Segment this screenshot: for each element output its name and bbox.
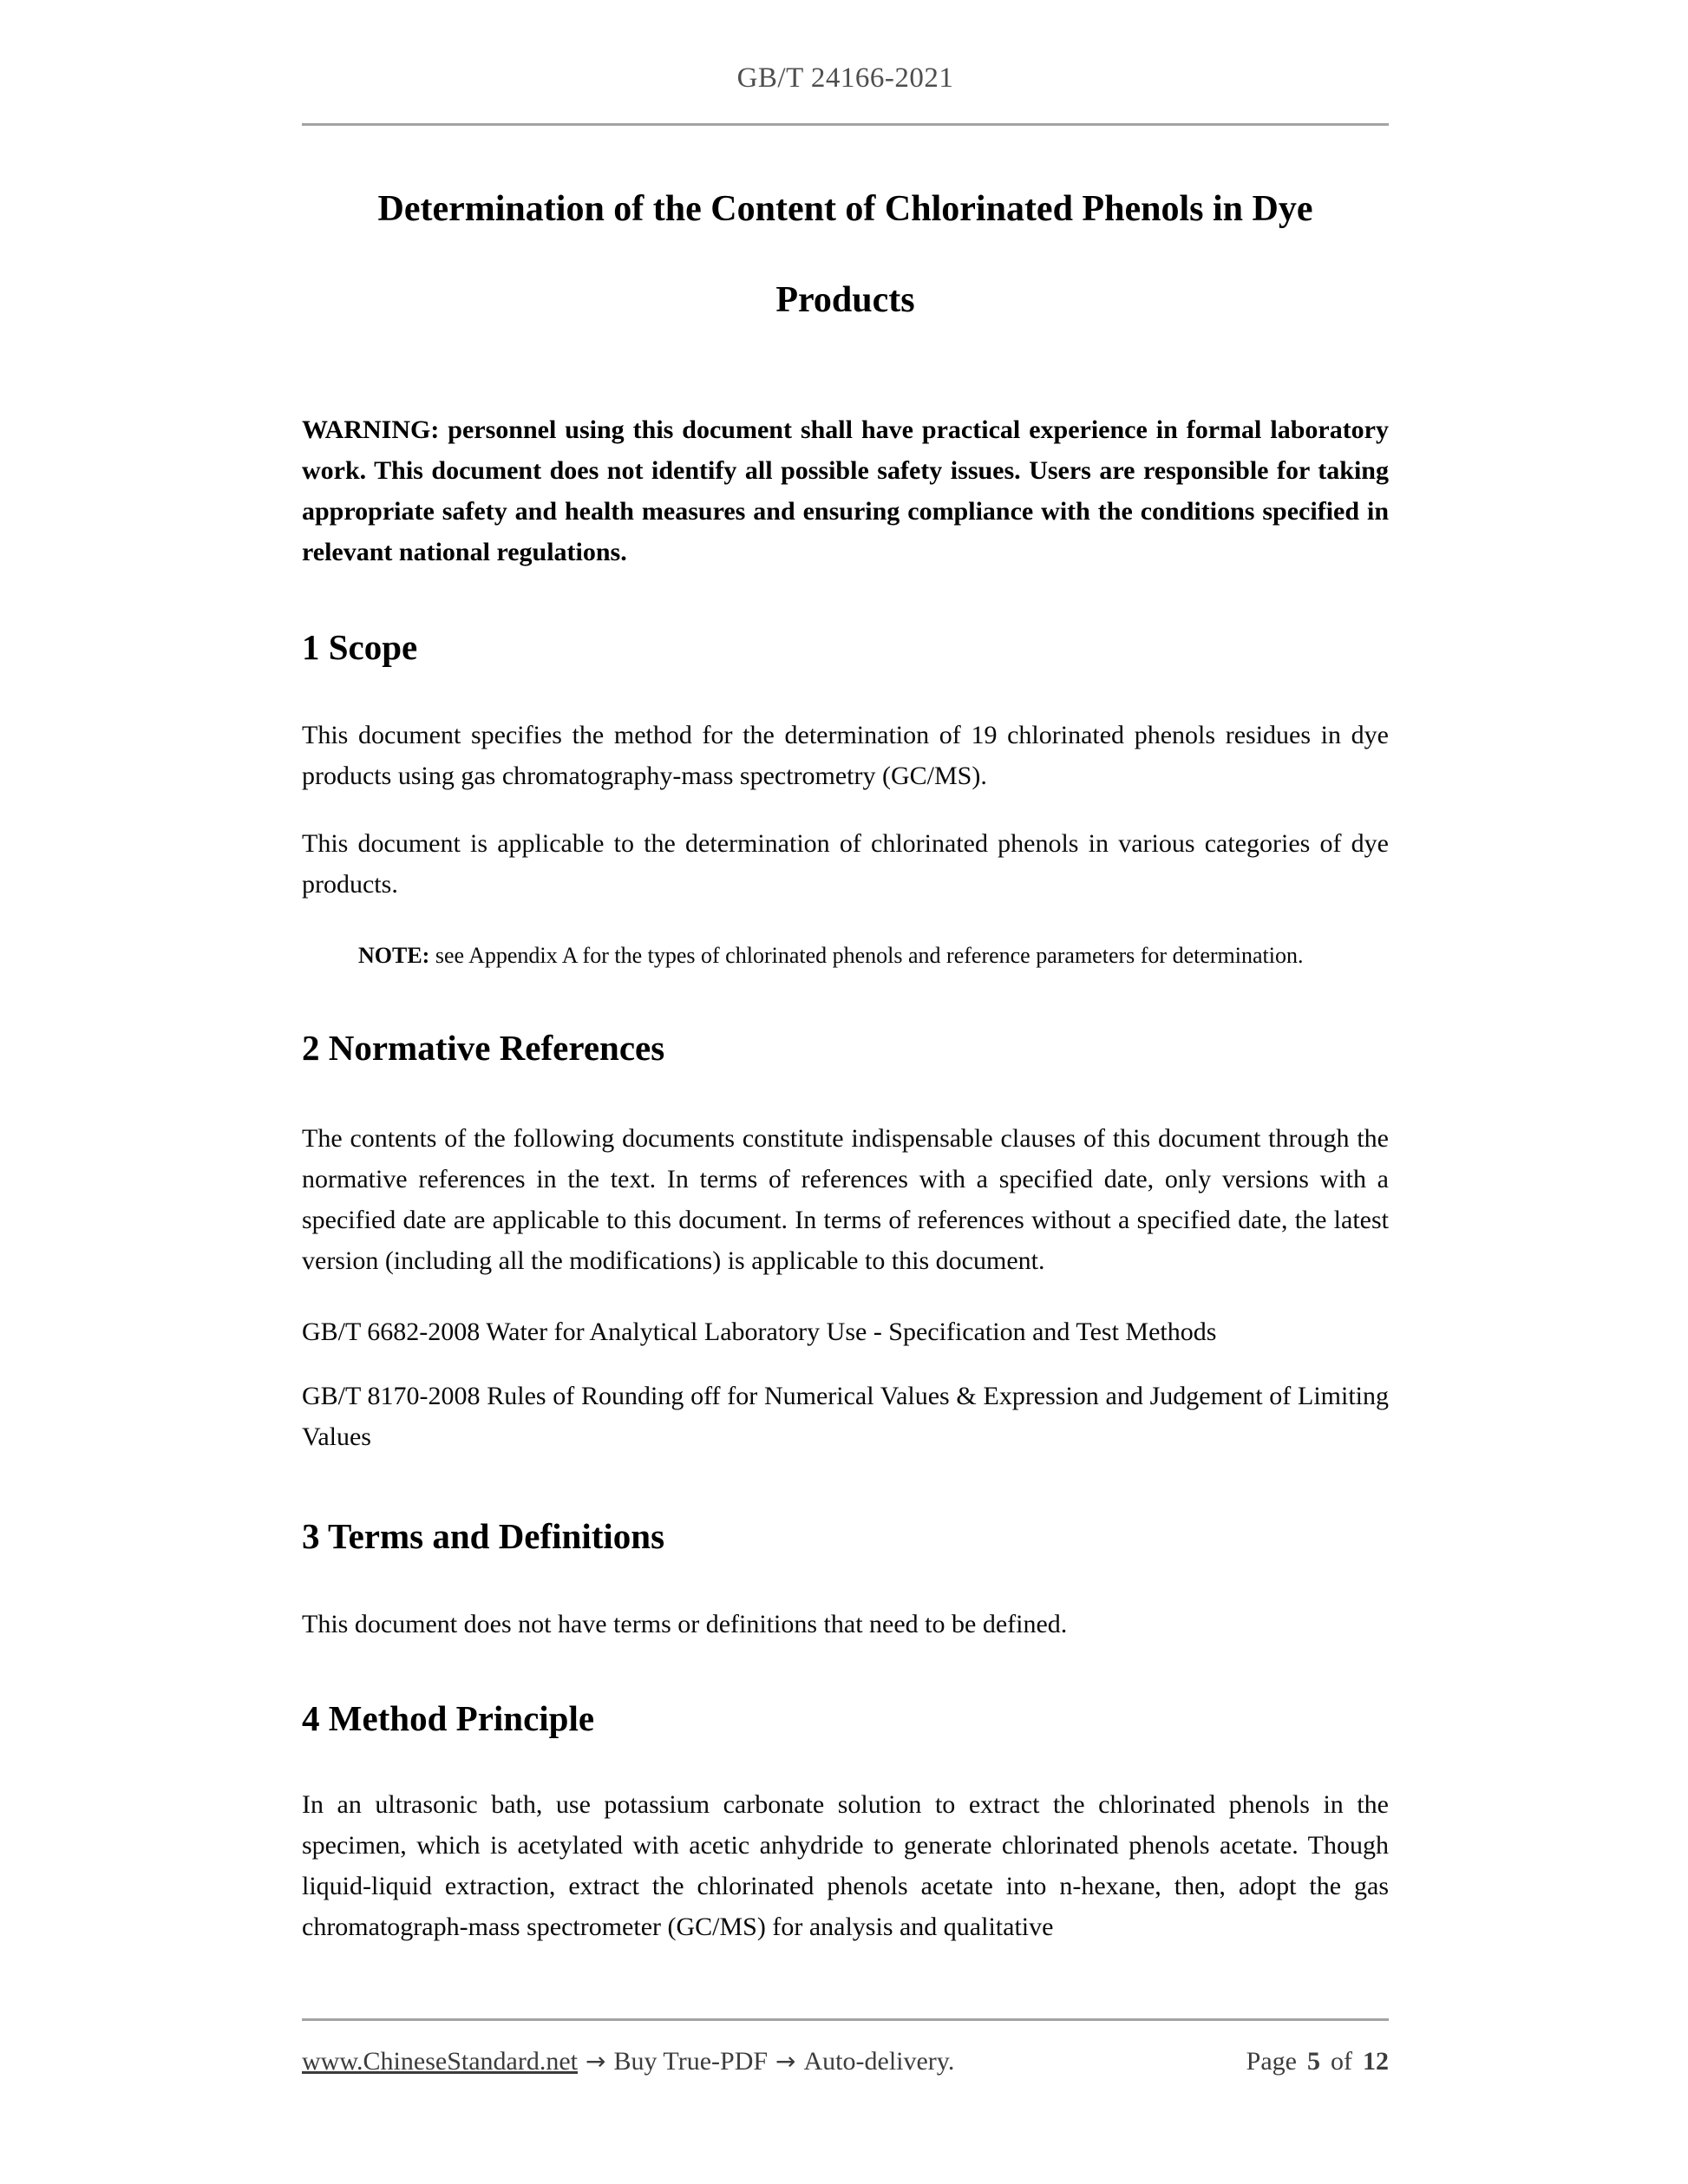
total-page-number: 12 (1363, 2047, 1389, 2076)
page-footer (302, 2018, 1389, 2079)
note-text: see Appendix A for the types of chlorinated phenols and reference parameters for determination. (435, 943, 1304, 968)
title-line-1: Determination of the Content of Chlorinated Phenols in Dye (377, 189, 1313, 229)
heading-normative-references: 2 Normative References (302, 1028, 665, 1068)
scope-note (302, 932, 1389, 979)
note-label: NOTE: (358, 943, 430, 968)
reference-gbt-6682: GB/T 6682-2008 Water for Analytical Laboratory Use - Specification and Test Methods (302, 1318, 1217, 1346)
scope-paragraph-1: This document specifies the method for the determination of 19 chlorinated phenols residues in dye products using gas chromatography-mass spectrometry (GC/MS). (302, 721, 1389, 790)
footer-rule (302, 2018, 1389, 2021)
heading-scope: 1 Scope (302, 627, 418, 667)
scope-paragraph-2: This document is applicable to the determination of chlorinated phenols in various categories of dye products. (302, 829, 1389, 899)
of-label: of (1331, 2047, 1352, 2076)
page-title (302, 164, 1389, 346)
normative-intro-paragraph: The contents of the following documents constitute indispensable clauses of this document through the normative references in the text. In terms of references with a specified date, only versions with a specified date are applicable to this document. In terms of references without a specified date, the latest version (including all the modifications) is applicable to this document. (302, 1124, 1389, 1275)
buy-true-pdf-label: Buy True-PDF (613, 2047, 769, 2076)
method-principle-paragraph: In an ultrasonic bath, use potassium carbonate solution to extract the chlorinated phenols in the specimen, which is acetylated with acetic anhydride to generate chlorinated phenols acetate. Though liquid-liquid extraction, extract the chlorinated phenols acetate into n-hexane, then, adopt the gas chromatograph-mass spectrometer (GC/MS) for analysis and qualitative (302, 1790, 1389, 1941)
heading-terms-definitions: 3 Terms and Definitions (302, 1516, 665, 1556)
current-page-number: 5 (1307, 2047, 1320, 2076)
terms-paragraph: This document does not have terms or definitions that need to be defined. (302, 1610, 1068, 1638)
chinesestandard-link[interactable]: www.ChineseStandard.net (302, 2047, 578, 2076)
arrow-icon: → (775, 2047, 796, 2076)
page-label: Page (1246, 2047, 1297, 2076)
arrow-icon: → (586, 2047, 606, 2076)
reference-gbt-8170: GB/T 8170-2008 Rules of Rounding off for Numerical Values & Expression and Judgement of Limiting Values (302, 1382, 1389, 1451)
warning-paragraph: WARNING: personnel using this document shall have practical experience in formal laboratory work. This document does not identify all possible safety issues. Users are responsible for taking appropriate safety and health measures and ensuring compliance with the conditions specified in relevant national regulations. (302, 415, 1389, 566)
standard-number: GB/T 24166-2021 (736, 62, 954, 94)
auto-delivery-label: Auto-delivery. (803, 2047, 955, 2076)
page-indicator (1246, 2044, 1389, 2079)
header-rule (302, 123, 1389, 126)
footer-row (302, 2044, 1389, 2079)
heading-method-principle: 4 Method Principle (302, 1698, 595, 1738)
footer-left (302, 2044, 954, 2079)
title-line-2: Products (775, 280, 915, 320)
